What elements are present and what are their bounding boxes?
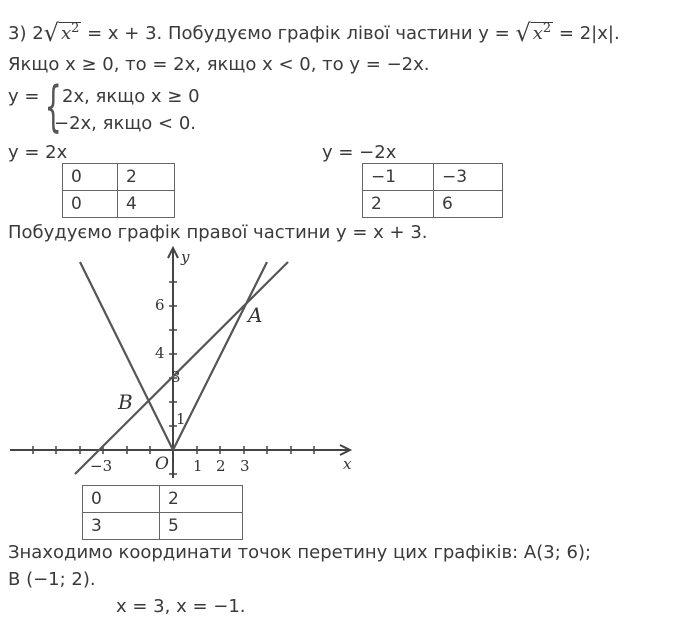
y-tick-label: 1 (176, 410, 186, 428)
condition-line: Якщо x ≥ 0, то = 2x, якщо x < 0, то y = −2x. (8, 54, 430, 75)
y-tick-label: 6 (155, 296, 165, 314)
table-row (363, 164, 503, 191)
piecewise-lhs: y = (8, 86, 40, 107)
right-part-line: Побудуємо графік правої частини y = x + 3. (8, 222, 428, 243)
table-cell: 2 (363, 191, 434, 218)
sqrt-left: √ $x^2$ (43, 19, 80, 47)
x-tick-label: −3 (90, 457, 113, 475)
table-row (83, 486, 243, 513)
table-row (363, 191, 503, 218)
conclusion-line-2: B (−1; 2). (8, 569, 96, 590)
radicand-right: x (532, 23, 543, 44)
point-b-label: B (118, 390, 133, 414)
point-a-label: A (248, 303, 263, 327)
piecewise-case-1: 2x, якщо x ≥ 0 (62, 86, 200, 107)
equation-middle: = x + 3. Побудуємо графік лівої частини y = (81, 23, 516, 44)
exponent-left: 2 (71, 21, 80, 36)
table-cell: 0 (63, 164, 118, 191)
x-tick-label: 1 (193, 457, 203, 475)
line-2x (173, 262, 267, 450)
equation-prefix: 3) 2 (8, 23, 44, 44)
table-cell: 5 (160, 513, 243, 540)
function-graph (0, 242, 370, 482)
table-right-title: y = −2x (322, 142, 397, 163)
table-cell: 6 (434, 191, 503, 218)
table-row (83, 513, 243, 540)
answer-line: x = 3, x = −1. (116, 596, 246, 617)
sqrt-right: √ $x^2$ (515, 19, 552, 47)
curly-brace: { (44, 75, 62, 138)
table-cell: 2 (118, 164, 175, 191)
table-cell: 2 (160, 486, 243, 513)
table-cell: 4 (118, 191, 175, 218)
values-table-minus-2x (362, 163, 503, 218)
y-tick-label: 3 (171, 368, 181, 386)
x-tick-label: 3 (240, 457, 250, 475)
conclusion-line-1: Знаходимо координати точок перетину цих графіків: A(3; 6); (8, 542, 592, 563)
origin-label: O (155, 454, 169, 474)
values-table-2x (62, 163, 175, 218)
equation-line (8, 18, 620, 45)
line-x-plus-3 (75, 262, 288, 474)
x-axis-label: x (343, 455, 352, 473)
table-left-title: y = 2x (8, 142, 68, 163)
table-cell: 3 (83, 513, 160, 540)
table-cell: −1 (363, 164, 434, 191)
equation-suffix: = 2|x|. (553, 23, 620, 44)
values-table-x-plus-3 (82, 485, 243, 540)
table-cell: 0 (83, 486, 160, 513)
y-axis-label: y (181, 248, 190, 266)
y-tick-label: 4 (155, 344, 165, 362)
piecewise-case-2: −2x, якщо < 0. (54, 113, 196, 134)
table-row (63, 191, 175, 218)
radicand-left: x (60, 23, 72, 44)
table-cell: −3 (434, 164, 503, 191)
table-cell: 0 (63, 191, 118, 218)
exponent-right: 2 (542, 21, 552, 36)
table-row (63, 164, 175, 191)
x-tick-label: 2 (216, 457, 226, 475)
